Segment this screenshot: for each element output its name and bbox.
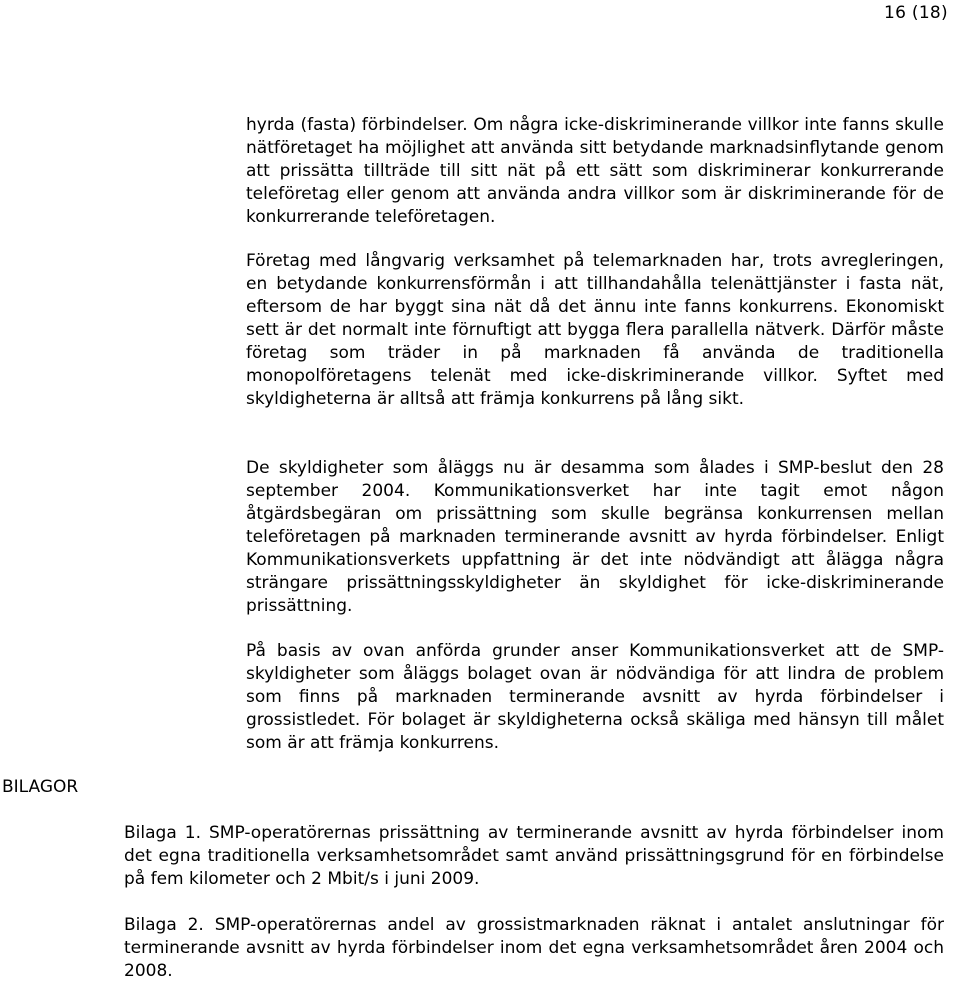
appendix-item-2: Bilaga 2. SMP-operatörernas andel av grossistmarknaden räknat i antalet anslutningar för terminerande avsnitt av hyrda förbindelser inom det egna verksamhetsområdet åren 2004 och 2008.: [124, 915, 944, 981]
body-paragraph-3: De skyldigheter som åläggs nu är desamma som ålades i SMP-beslut den 28 september 2004. Kommunikationsverket har inte tagit emot någon åtgärdsbegäran om prissättning som skulle begränsa konkurrensen mellan teleföretagen på marknaden terminerande avsnitt av hyrda förbindelser. Enligt Kommunikationsverkets uppfattning är det inte nödvändigt att ålägga några strängare prissättningsskyldigheter än skyldighet för icke-diskriminerande prissättning.: [246, 458, 944, 616]
body-paragraph-2: Företag med långvarig verksamhet på telemarknaden har, trots avregleringen, en betydande konkurrensförmån i att tillhandahålla telenättjänster i fasta nät, eftersom de har byggt sina nät då det ännu inte fanns konkurrens. Ekonomiskt sett är det normalt inte förnuftigt att bygga flera parallella nätverk. Därför måste företag som träder in på marknaden få använda de traditionella monopolföretagens telenät med icke-diskriminerande villkor. Syftet med skyldigheterna är alltså att främja konkurrens på lång sikt.: [246, 251, 944, 409]
body-paragraph-4: På basis av ovan anförda grunder anser Kommunikationsverket att de SMP-skyldigheter som åläggs bolaget ovan är nödvändiga för att lindra de problem som finns på marknaden terminerande avsnitt av hyrda förbindelser i grossistledet. För bolaget är skyldigheterna också skäliga med hänsyn till målet som är att främja konkurrens.: [246, 641, 944, 753]
appendices-heading: BILAGOR: [2, 777, 79, 797]
page-number: 16 (18): [883, 3, 948, 23]
body-paragraph-1: hyrda (fasta) förbindelser. Om några icke-diskriminerande villkor inte fanns skulle nätföretaget ha möjlighet att använda sitt betydande marknadsinflytande genom att prissätta tillträde till sitt nät på ett sätt som diskriminerar konkurrerande teleföretag eller genom att använda andra villkor som är diskriminerande för de konkurrerande teleföretagen.: [246, 115, 944, 227]
appendix-item-1: Bilaga 1. SMP-operatörernas prissättning av terminerande avsnitt av hyrda förbindelser inom det egna traditionella verksamhetsområdet samt använd prissättningsgrund för en förbindelse på fem kilometer och 2 Mbit/s i juni 2009.: [124, 823, 944, 889]
